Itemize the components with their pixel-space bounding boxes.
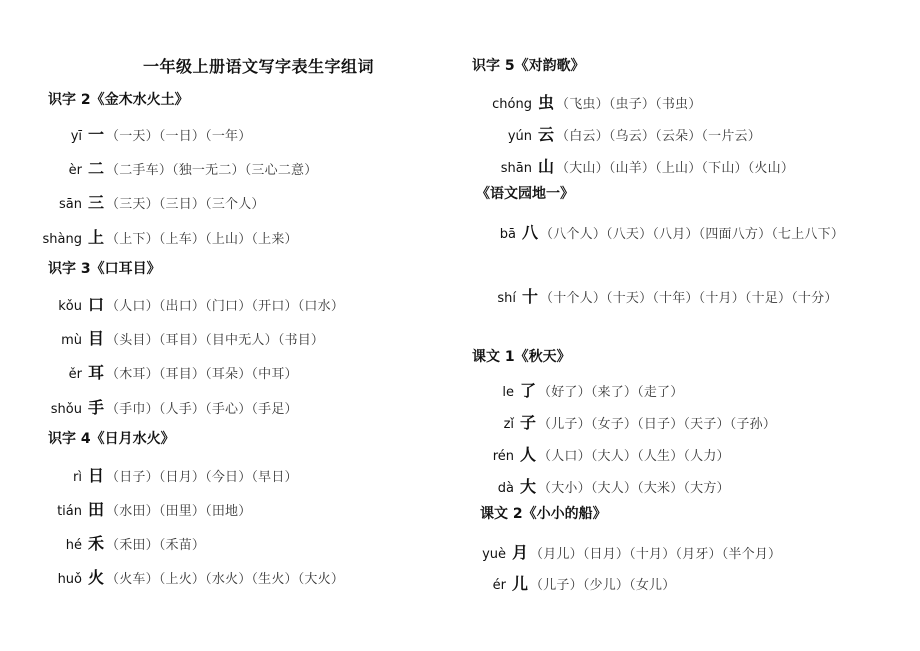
pinyin: zǐ (503, 417, 514, 432)
pinyin: shǒu (50, 402, 82, 417)
pinyin: èr (68, 163, 82, 178)
word-list: （儿子）（少儿）（女儿） (530, 578, 676, 593)
pinyin: yún (507, 129, 532, 144)
pinyin: yuè (482, 547, 506, 562)
character: 禾 (88, 534, 105, 553)
character-row (40, 497, 251, 520)
word-list: （人口）（大人）（人生）（人力） (538, 449, 730, 464)
character-row (470, 284, 838, 307)
word-list: （日子）（日月）（今日）（早日） (106, 470, 298, 485)
pinyin: sān (59, 197, 82, 212)
character: 大 (520, 477, 537, 496)
pinyin: ěr (68, 367, 82, 382)
character-row (460, 571, 675, 594)
pinyin: dà (497, 481, 514, 496)
character-row (40, 531, 205, 554)
character-row (468, 442, 730, 465)
word-list: （二手车）（独一无二）（三心二意） (106, 163, 318, 178)
pinyin: shí (497, 291, 516, 306)
pinyin: shàng (42, 232, 82, 247)
word-list: （白云）（乌云）（云朵）（一片云） (556, 129, 761, 144)
pinyin: kǒu (58, 299, 82, 314)
section-heading: 识字 2《金木水火土》 (48, 92, 189, 108)
character-row (486, 90, 701, 113)
character: 十 (522, 287, 539, 306)
word-list: （一天）（一日）（一年） (106, 129, 252, 144)
word-list: （月儿）（日月）（十月）（月牙）（半个月） (530, 547, 782, 562)
word-list: （禾田）（禾苗） (106, 538, 206, 553)
character-row (40, 190, 265, 213)
word-list: （三天）（三日）（三个人） (106, 197, 265, 212)
pinyin: rén (492, 449, 514, 464)
character-row (40, 292, 344, 315)
character-row (40, 326, 324, 349)
character: 日 (88, 466, 105, 485)
word-list: （人口）（出口）（门口）（开口）（口水） (106, 299, 345, 314)
character: 月 (512, 543, 529, 562)
character-row (40, 463, 298, 486)
section-heading: 识字 3《口耳目》 (48, 261, 161, 277)
pinyin: hé (65, 538, 82, 553)
character: 了 (520, 381, 537, 400)
character: 火 (88, 568, 105, 587)
character: 手 (88, 398, 105, 417)
word-list: （飞虫）（虫子）（书虫） (556, 97, 702, 112)
section-heading: 课文 2《小小的船》 (480, 506, 607, 522)
character-row (40, 156, 317, 179)
word-list: （木耳）（耳目）（耳朵）（中耳） (106, 367, 298, 382)
pinyin: chóng (492, 97, 532, 112)
character: 山 (538, 157, 555, 176)
page-title: 一年级上册语文写字表生字组词 (143, 57, 375, 76)
word-list: （手巾）（人手）（手心）（手足） (106, 402, 298, 417)
character: 一 (88, 125, 105, 144)
character: 田 (88, 500, 105, 519)
word-list: （八个人）（八天）（八月）（四面八方）（七上八下） (540, 227, 845, 242)
pinyin: shān (500, 161, 532, 176)
pinyin: rì (73, 470, 82, 485)
section-heading: 识字 5《对韵歌》 (472, 58, 585, 74)
character: 八 (522, 223, 539, 242)
character-row (470, 220, 844, 243)
section-heading: 识字 4《日月水火》 (48, 431, 175, 447)
character: 儿 (512, 574, 529, 593)
pinyin: tián (57, 504, 82, 519)
word-list: （儿子）（女子）（日子）（天子）（子孙） (538, 417, 777, 432)
word-list: （火车）（上火）（水火）（生火）（大火） (106, 572, 345, 587)
character: 子 (520, 413, 537, 432)
section-heading: 《语文园地一》 (476, 186, 574, 202)
character-row (468, 378, 683, 401)
word-list: （好了）（来了）（走了） (538, 385, 684, 400)
word-list: （水田）（田里）（田地） (106, 504, 252, 519)
character: 虫 (538, 93, 555, 112)
pinyin: huǒ (57, 572, 82, 587)
pinyin: mù (61, 333, 82, 348)
character-row (486, 154, 794, 177)
pinyin: ér (492, 578, 506, 593)
word-list: （上下）（上车）（上山）（上来） (106, 232, 298, 247)
character-row (40, 395, 298, 418)
character: 口 (88, 295, 105, 314)
character-row (460, 540, 781, 563)
character-row (40, 565, 344, 588)
character: 人 (520, 445, 537, 464)
word-list: （十个人）（十天）（十年）（十月）（十足）（十分） (540, 291, 838, 306)
character: 二 (88, 159, 105, 178)
character-row (40, 225, 298, 248)
pinyin: yī (70, 129, 82, 144)
character-row (40, 122, 251, 145)
section-heading: 课文 1《秋天》 (472, 349, 571, 365)
character: 云 (538, 125, 555, 144)
character-row (468, 410, 776, 433)
character: 三 (88, 193, 105, 212)
character: 耳 (88, 363, 105, 382)
character-row (468, 474, 730, 497)
pinyin: bā (499, 227, 516, 242)
character-row (40, 360, 298, 383)
character-row (486, 122, 761, 145)
word-list: （头目）（耳目）（目中无人）（书目） (106, 333, 325, 348)
pinyin: le (502, 385, 514, 400)
character: 目 (88, 329, 105, 348)
word-list: （大小）（大人）（大米）（大方） (538, 481, 730, 496)
character: 上 (88, 228, 105, 247)
word-list: （大山）（山羊）（上山）（下山）（火山） (556, 161, 795, 176)
